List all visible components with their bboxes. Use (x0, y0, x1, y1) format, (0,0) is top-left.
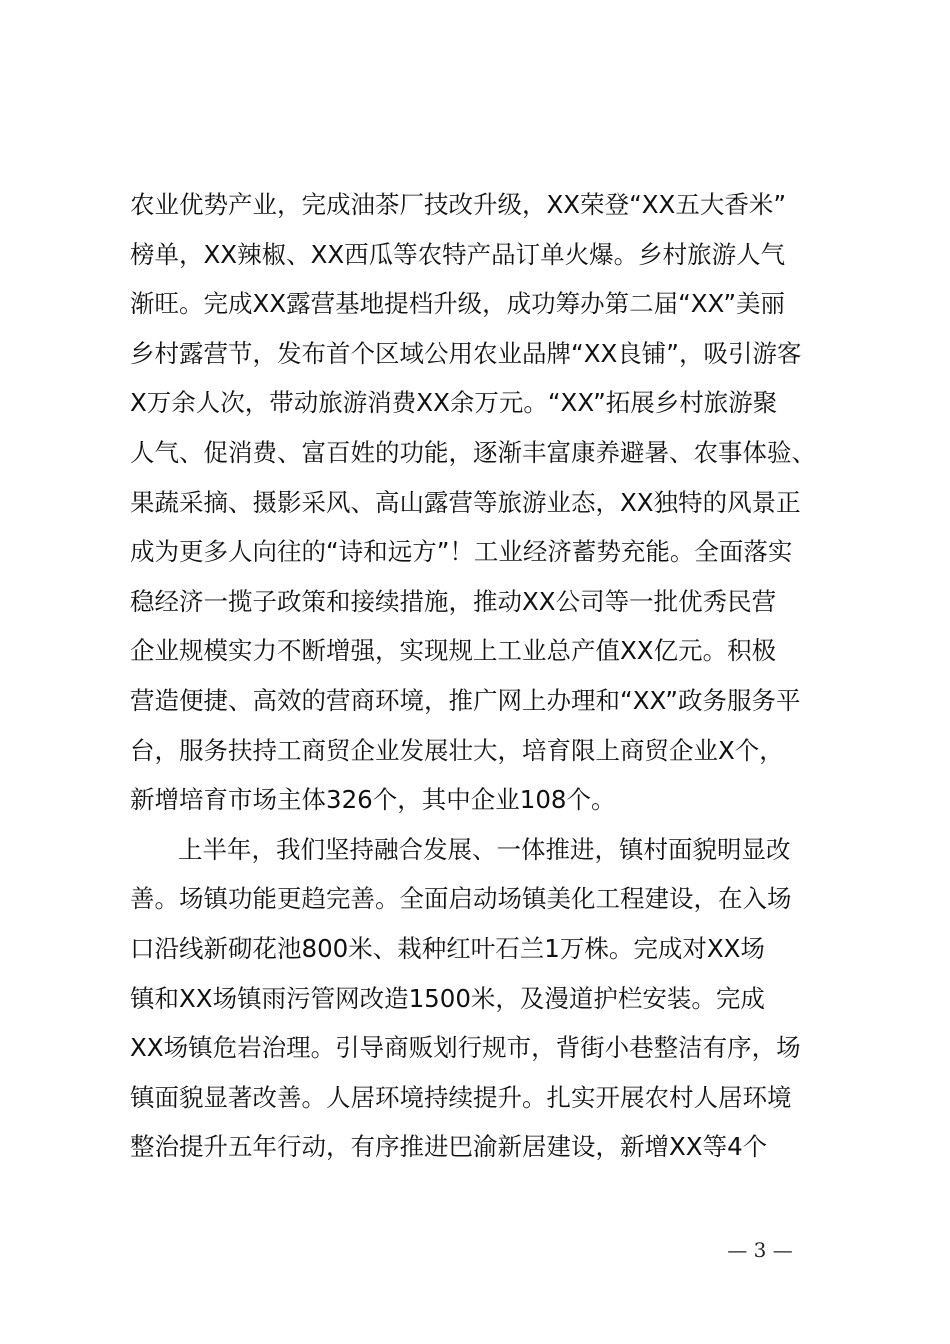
text-line: X万余人次，带动旅游消费XX余万元。“XX”拓展乡村旅游聚 (130, 388, 778, 418)
text-line: 台，服务扶持工商贸企业发展壮大，培育限上商贸企业X个， (130, 735, 784, 765)
text-line: 农业优势产业，完成油茶厂技改升级，XX荣登“XX五大香米” (130, 190, 787, 219)
text-line: 口沿线新砌花池800米、栽种红叶石兰1万株。完成对XX场 (130, 933, 765, 963)
text-line: 成为更多人向往的“诗和远方”！工业经济蓄势充能。全面落实 (130, 537, 793, 567)
text-line: 渐旺。完成XX露营基地提档升级，成功筹办第二届“XX”美丽 (130, 289, 786, 319)
text-line: 榜单，XX辣椒、XX西瓜等农特产品订单火爆。乡村旅游人气 (130, 239, 786, 269)
text-line: 营造便捷、高效的营商环境，推广网上办理和“XX”政务服务平 (130, 685, 801, 715)
page-number: — 3 — (727, 1238, 793, 1262)
text-line: 镇和XX场镇雨污管网改造1500米，及漫道护栏安装。完成 (130, 983, 765, 1013)
text-line: 整治提升五年行动，有序推进巴渝新居建设，新增XX等4个 (130, 1132, 768, 1162)
body-text (130, 180, 840, 1172)
text-line: 稳经济一揽子政策和接续措施，推动XX公司等一批优秀民营 (130, 586, 777, 616)
text-line: 新增培育市场主体326个，其中企业108个。 (130, 785, 616, 815)
text-line: 镇面貌显著改善。人居环境持续提升。扎实开展农村人居环境 (130, 1082, 792, 1112)
text-line: 乡村露营节，发布首个区域公用农业品牌“XX良铺”，吸引游客 (130, 338, 802, 368)
text-line: 善。场镇功能更趋完善。全面启动场镇美化工程建设，在入场 (130, 884, 792, 914)
text-line: 企业规模实力不断增强，实现规上工业总产值XX亿元。积极 (130, 636, 777, 666)
text-line: 人气、促消费、富百姓的功能，逐渐丰富康养避暑、农事体验、 (130, 437, 816, 467)
text-line: 果蔬采摘、摄影采风、高山露营等旅游业态，XX独特的风景正 (130, 487, 801, 517)
paragraph-first-line: 上半年，我们坚持融合发展、一体推进，镇村面貌明显改 (178, 834, 791, 864)
text-line: XX场镇危岩治理。引导商贩划行规市，背街小巷整洁有序，场 (130, 1033, 801, 1063)
